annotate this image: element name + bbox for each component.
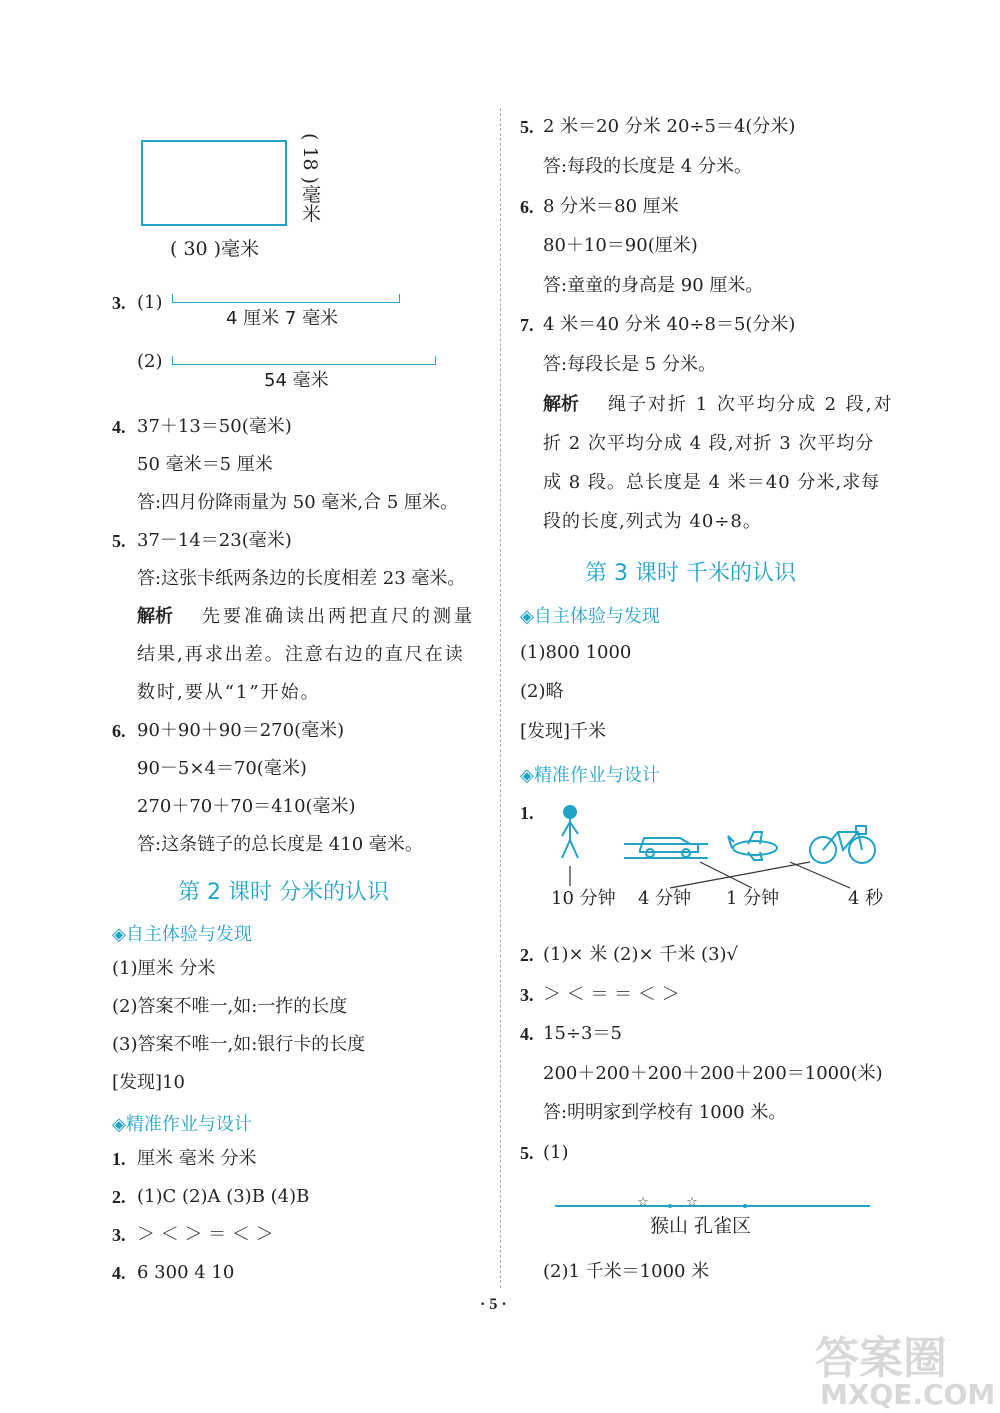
r-q5-answer: 答:每段的长度是 4 分米。	[543, 156, 752, 177]
lesson3-a4-answer: 答:明明家到学校有 1000 米。	[543, 1102, 787, 1123]
lesson3-a4-number: 4.	[520, 1024, 534, 1044]
watermark-bottom: MXQE.COM	[820, 1378, 996, 1411]
match-label-2: 4 分钟	[638, 888, 692, 909]
lesson3-a3-number: 3.	[520, 985, 534, 1005]
lesson3-s2: (2)略	[520, 681, 564, 702]
r-q7-line-1: 4 米＝40 分米 40÷8＝5(分米)	[543, 314, 796, 335]
lesson3-a5-number: 5.	[520, 1143, 534, 1163]
watermark-top: 答案圈	[815, 1333, 947, 1384]
svg-text:☆: ☆	[637, 1196, 649, 1210]
lesson3-s3: [发现]千米	[520, 721, 607, 742]
matching-figure	[540, 800, 900, 895]
lesson3-section2-heading: ◈精准作业与设计	[520, 765, 660, 786]
q4-number: 4.	[112, 417, 126, 437]
q5-analysis-line-3: 数时,要从“1”开始。	[137, 682, 321, 703]
q5-answer: 答:这张卡纸两条边的长度相差 23 毫米。	[137, 568, 466, 589]
q5-analysis-line-2: 结果,再求出差。注意右边的直尺在读	[137, 644, 465, 665]
q4-answer: 答:四月份降雨量为 50 毫米,合 5 厘米。	[137, 492, 459, 513]
q3-number: 3.	[112, 293, 126, 313]
bicycle-icon	[810, 826, 875, 863]
map-line-figure	[555, 1196, 875, 1212]
r-q7-analysis-line-4: 段的长度,列式为 40÷8。	[543, 511, 762, 532]
r-q7-analysis-line-3: 成 8 段。总长度是 4 米＝40 分米,求每	[543, 472, 881, 493]
q3-line-2	[172, 356, 436, 365]
lesson2-section2-heading: ◈精准作业与设计	[112, 1114, 252, 1135]
q6-number: 6.	[112, 721, 126, 741]
q6-line-3: 270＋70＋70＝410(毫米)	[137, 796, 356, 817]
q6-line-2: 90－5×4＝70(毫米)	[137, 758, 307, 779]
q5-number: 5.	[112, 531, 126, 551]
match-label-4: 4 秒	[848, 888, 884, 909]
map-labels: 猴山 孔雀区	[650, 1215, 752, 1237]
lesson2-title: 第 2 课时 分米的认识	[178, 880, 389, 905]
rectangle-figure	[141, 140, 287, 226]
matching-lines	[570, 862, 850, 888]
car-icon	[624, 838, 708, 858]
lesson3-title: 第 3 课时 千米的认识	[585, 561, 796, 586]
lesson2-a3-number: 3.	[112, 1225, 126, 1245]
walking-person-icon	[562, 806, 578, 858]
q3-line-2-length: 54 毫米	[264, 370, 329, 391]
lesson2-a2-number: 2.	[112, 1187, 126, 1207]
lesson3-a5: (1)	[543, 1142, 569, 1163]
r-q5-line-1: 2 米＝20 分米 20÷5＝4(分米)	[543, 116, 796, 137]
r-q6-answer: 答:童童的身高是 90 厘米。	[543, 275, 764, 296]
lesson3-section1-heading: ◈自主体验与发现	[520, 606, 660, 627]
rect-height-label: ( 18 )毫米	[299, 133, 321, 223]
q5-analysis-line-1: 先要准确读出两把直尺的测量	[202, 606, 475, 627]
column-divider	[500, 108, 501, 1288]
q5-analysis-label: 解析	[137, 606, 173, 627]
airplane-icon	[728, 832, 777, 860]
match-label-1: 10 分钟	[551, 888, 616, 909]
q5-line-1: 37－14＝23(毫米)	[137, 530, 292, 551]
lesson3-a2-number: 2.	[520, 945, 534, 965]
lesson2-s4: [发现]10	[112, 1072, 185, 1093]
page-number: · 5 ·	[480, 1296, 507, 1313]
rect-width-label: ( 30 )毫米	[170, 238, 260, 260]
lesson3-s1: (1)800 1000	[520, 642, 632, 663]
lesson3-a2: (1)× 米 (2)× 千米 (3)√	[543, 944, 739, 965]
r-q7-analysis-label: 解析	[543, 394, 579, 415]
r-q5-number: 5.	[520, 117, 534, 137]
match-label-3: 1 分钟	[726, 888, 780, 909]
q6-answer: 答:这条链子的总长度是 410 毫米。	[137, 834, 423, 855]
q4-line-2: 50 毫米＝5 厘米	[137, 454, 273, 475]
q3-part1-label: (1)	[137, 292, 163, 313]
lesson2-a1-number: 1.	[112, 1149, 126, 1169]
svg-text:☆: ☆	[686, 1196, 698, 1210]
q3-line-1-length: 4 厘米 7 毫米	[226, 308, 339, 329]
r-q7-analysis-line-2: 折 2 次平均分成 4 段,对折 3 次平均分	[543, 433, 875, 454]
lesson2-a4: 6 300 4 10	[137, 1262, 235, 1283]
q3-line-1	[172, 294, 400, 303]
q6-line-1: 90＋90＋90＝270(毫米)	[137, 720, 345, 741]
lesson2-s3: (3)答案不唯一,如:银行卡的长度	[112, 1034, 366, 1055]
q4-line-1: 37＋13＝50(毫米)	[137, 416, 292, 437]
lesson2-a4-number: 4.	[112, 1263, 126, 1283]
lesson2-a2: (1)C (2)A (3)B (4)B	[137, 1186, 310, 1207]
r-q6-line-1: 8 分米＝80 厘米	[543, 196, 679, 217]
lesson2-a3: ＞ ＜ ＞ ＝ ＜ ＞	[137, 1224, 274, 1245]
lesson3-a3: ＞ ＜ ＝ ＝ ＜ ＞	[543, 984, 680, 1005]
lesson2-section1-heading: ◈自主体验与发现	[112, 924, 252, 945]
lesson2-s2: (2)答案不唯一,如:一拃的长度	[112, 996, 348, 1017]
r-q7-number: 7.	[520, 315, 534, 335]
lesson3-a4-line-1: 15÷3＝5	[543, 1023, 622, 1044]
lesson3-a4-line-2: 200＋200＋200＋200＋200＝1000(米)	[543, 1063, 883, 1084]
lesson3-a1-number: 1.	[520, 803, 534, 823]
r-q7-analysis-line-1: 绳子对折 1 次平均分成 2 段,对	[608, 394, 894, 415]
lesson3-a5-part2: (2)1 千米＝1000 米	[543, 1261, 710, 1282]
lesson2-s1: (1)厘米 分米	[112, 958, 216, 979]
r-q7-answer: 答:每段长是 5 分米。	[543, 354, 716, 375]
q3-part2-label: (2)	[137, 351, 163, 372]
r-q6-number: 6.	[520, 197, 534, 217]
lesson2-a1: 厘米 毫米 分米	[137, 1148, 257, 1169]
r-q6-line-2: 80＋10＝90(厘米)	[543, 235, 698, 256]
